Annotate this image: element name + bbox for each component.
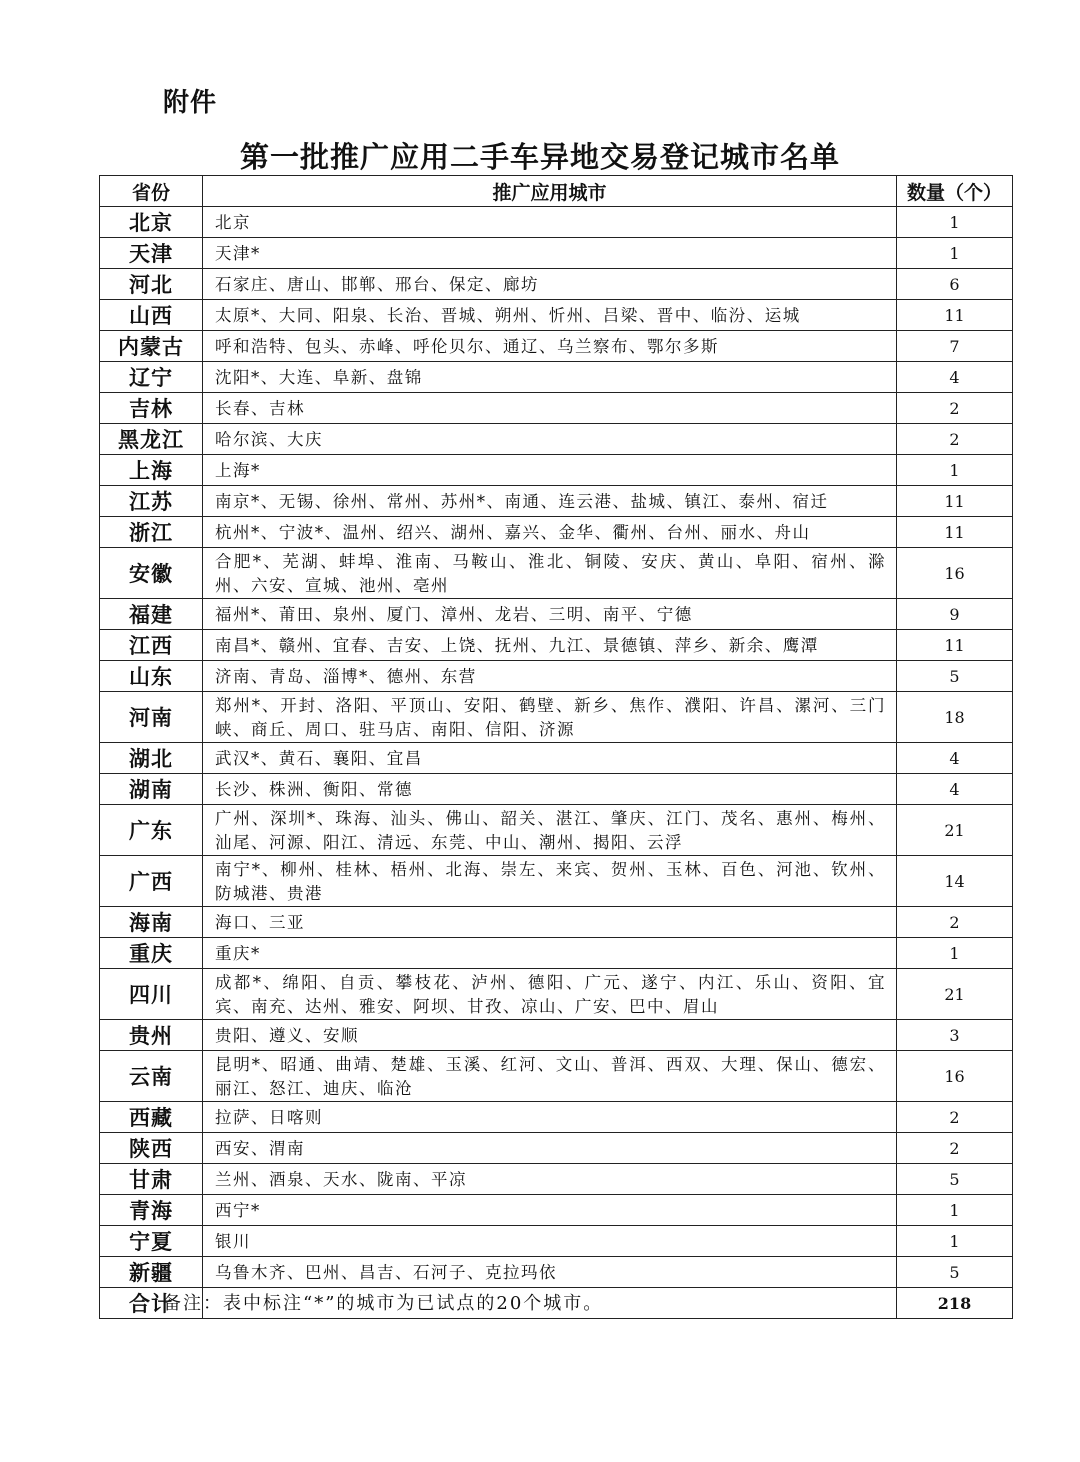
cities-cell: 海口、三亚	[203, 907, 897, 938]
count-cell: 9	[897, 599, 1013, 630]
cities-cell: 拉萨、日喀则	[203, 1102, 897, 1133]
header-count: 数量（个）	[897, 176, 1013, 207]
province-cell: 江西	[100, 630, 203, 661]
total-count: 218	[897, 1288, 1013, 1319]
count-cell: 5	[897, 661, 1013, 692]
cities-cell: 哈尔滨、大庆	[203, 424, 897, 455]
table-row	[100, 1051, 1013, 1102]
count-cell: 1	[897, 938, 1013, 969]
count-cell: 1	[897, 207, 1013, 238]
cities-cell: 重庆*	[203, 938, 897, 969]
count-cell: 11	[897, 517, 1013, 548]
table-row	[100, 393, 1013, 424]
attachment-label: 附件	[163, 88, 218, 118]
count-cell: 4	[897, 362, 1013, 393]
table-row	[100, 630, 1013, 661]
cities-cell: 长春、吉林	[203, 393, 897, 424]
table-row	[100, 661, 1013, 692]
province-cell: 吉林	[100, 393, 203, 424]
count-cell: 1	[897, 455, 1013, 486]
table-row	[100, 938, 1013, 969]
document-title: 第一批推广应用二手车异地交易登记城市名单	[239, 140, 840, 174]
province-cell: 湖南	[100, 774, 203, 805]
table-row	[100, 774, 1013, 805]
table-row	[100, 856, 1013, 907]
cities-cell: 乌鲁木齐、巴州、昌吉、石河子、克拉玛依	[203, 1257, 897, 1288]
province-cell: 黑龙江	[100, 424, 203, 455]
header-province: 省份	[100, 176, 203, 207]
table-row	[100, 1257, 1013, 1288]
table-row	[100, 805, 1013, 856]
table-body	[100, 207, 1013, 1319]
table-header-row	[100, 176, 1013, 207]
table-row	[100, 486, 1013, 517]
table-row	[100, 455, 1013, 486]
province-cell: 甘肃	[100, 1164, 203, 1195]
cities-cell: 南京*、无锡、徐州、常州、苏州*、南通、连云港、盐城、镇江、泰州、宿迁	[203, 486, 897, 517]
province-cell: 湖北	[100, 743, 203, 774]
cities-cell: 银川	[203, 1226, 897, 1257]
table-row	[100, 1102, 1013, 1133]
province-cell: 西藏	[100, 1102, 203, 1133]
count-cell: 2	[897, 907, 1013, 938]
cities-cell: 昆明*、昭通、曲靖、楚雄、玉溪、红河、文山、普洱、西双、大理、保山、德宏、丽江、怒江、迪庆、临沧	[203, 1051, 897, 1102]
province-cell: 广西	[100, 856, 203, 907]
count-cell: 11	[897, 300, 1013, 331]
count-cell: 16	[897, 1051, 1013, 1102]
count-cell: 2	[897, 1102, 1013, 1133]
cities-cell: 太原*、大同、阳泉、长治、晋城、朔州、忻州、吕梁、晋中、临汾、运城	[203, 300, 897, 331]
province-cell: 内蒙古	[100, 331, 203, 362]
cities-cell: 西宁*	[203, 1195, 897, 1226]
province-cell: 福建	[100, 599, 203, 630]
header-cities: 推广应用城市	[203, 176, 897, 207]
cities-cell: 成都*、绵阳、自贡、攀枝花、泸州、德阳、广元、遂宁、内江、乐山、资阳、宜宾、南充、达州、雅安、阿坝、甘孜、凉山、广安、巴中、眉山	[203, 969, 897, 1020]
province-cell: 山东	[100, 661, 203, 692]
table-row	[100, 743, 1013, 774]
count-cell: 16	[897, 548, 1013, 599]
table-row	[100, 424, 1013, 455]
province-cell: 重庆	[100, 938, 203, 969]
count-cell: 11	[897, 486, 1013, 517]
cities-cell: 杭州*、宁波*、温州、绍兴、湖州、嘉兴、金华、衢州、台州、丽水、舟山	[203, 517, 897, 548]
cities-cell: 兰州、酒泉、天水、陇南、平凉	[203, 1164, 897, 1195]
province-cell: 江苏	[100, 486, 203, 517]
count-cell: 2	[897, 393, 1013, 424]
cities-cell: 沈阳*、大连、阜新、盘锦	[203, 362, 897, 393]
province-cell: 上海	[100, 455, 203, 486]
cities-cell: 上海*	[203, 455, 897, 486]
footnote: 备注：表中标注“*”的城市为已试点的20个城市。	[163, 1293, 604, 1314]
table-row	[100, 1164, 1013, 1195]
cities-cell: 贵阳、遵义、安顺	[203, 1020, 897, 1051]
cities-cell: 济南、青岛、淄博*、德州、东营	[203, 661, 897, 692]
table-row	[100, 907, 1013, 938]
cities-cell: 合肥*、芜湖、蚌埠、淮南、马鞍山、淮北、铜陵、安庆、黄山、阜阳、宿州、滁州、六安、宣城、池州、亳州	[203, 548, 897, 599]
table-row	[100, 331, 1013, 362]
table-row	[100, 300, 1013, 331]
province-cell: 贵州	[100, 1020, 203, 1051]
count-cell: 21	[897, 969, 1013, 1020]
province-cell: 河南	[100, 692, 203, 743]
count-cell: 18	[897, 692, 1013, 743]
table-row	[100, 548, 1013, 599]
table-row	[100, 692, 1013, 743]
cities-cell: 福州*、莆田、泉州、厦门、漳州、龙岩、三明、南平、宁德	[203, 599, 897, 630]
count-cell: 4	[897, 743, 1013, 774]
table-row	[100, 1226, 1013, 1257]
province-cell: 宁夏	[100, 1226, 203, 1257]
province-cell: 安徽	[100, 548, 203, 599]
cities-cell: 南昌*、赣州、宜春、吉安、上饶、抚州、九江、景德镇、萍乡、新余、鹰潭	[203, 630, 897, 661]
province-cell: 海南	[100, 907, 203, 938]
table-row	[100, 969, 1013, 1020]
count-cell: 4	[897, 774, 1013, 805]
cities-cell: 呼和浩特、包头、赤峰、呼伦贝尔、通辽、乌兰察布、鄂尔多斯	[203, 331, 897, 362]
cities-cell: 广州、深圳*、珠海、汕头、佛山、韶关、湛江、肇庆、江门、茂名、惠州、梅州、汕尾、河源、阳江、清远、东莞、中山、潮州、揭阳、云浮	[203, 805, 897, 856]
count-cell: 14	[897, 856, 1013, 907]
province-cell: 浙江	[100, 517, 203, 548]
count-cell: 1	[897, 238, 1013, 269]
province-cell: 新疆	[100, 1257, 203, 1288]
cities-cell: 西安、渭南	[203, 1133, 897, 1164]
count-cell: 3	[897, 1020, 1013, 1051]
table-row	[100, 207, 1013, 238]
province-cell: 四川	[100, 969, 203, 1020]
cities-cell: 北京	[203, 207, 897, 238]
table-row	[100, 1195, 1013, 1226]
province-cell: 云南	[100, 1051, 203, 1102]
table-row	[100, 1133, 1013, 1164]
count-cell: 1	[897, 1195, 1013, 1226]
table-row	[100, 269, 1013, 300]
count-cell: 21	[897, 805, 1013, 856]
city-list-table	[99, 175, 1013, 1319]
count-cell: 5	[897, 1164, 1013, 1195]
province-cell: 陕西	[100, 1133, 203, 1164]
province-cell: 辽宁	[100, 362, 203, 393]
cities-cell: 长沙、株洲、衡阳、常德	[203, 774, 897, 805]
cities-cell: 南宁*、柳州、桂林、梧州、北海、崇左、来宾、贺州、玉林、百色、河池、钦州、防城港、贵港	[203, 856, 897, 907]
province-cell: 河北	[100, 269, 203, 300]
table-row	[100, 517, 1013, 548]
count-cell: 7	[897, 331, 1013, 362]
cities-cell: 武汉*、黄石、襄阳、宜昌	[203, 743, 897, 774]
province-cell: 天津	[100, 238, 203, 269]
province-cell: 北京	[100, 207, 203, 238]
cities-cell: 郑州*、开封、洛阳、平顶山、安阳、鹤壁、新乡、焦作、濮阳、许昌、漯河、三门峡、商丘、周口、驻马店、南阳、信阳、济源	[203, 692, 897, 743]
count-cell: 2	[897, 424, 1013, 455]
table-row	[100, 238, 1013, 269]
province-cell: 广东	[100, 805, 203, 856]
table-row	[100, 362, 1013, 393]
province-cell: 山西	[100, 300, 203, 331]
cities-cell: 天津*	[203, 238, 897, 269]
table-row	[100, 599, 1013, 630]
count-cell: 2	[897, 1133, 1013, 1164]
cities-cell: 石家庄、唐山、邯郸、邢台、保定、廊坊	[203, 269, 897, 300]
total-label: 合计	[100, 1288, 203, 1319]
count-cell: 6	[897, 269, 1013, 300]
province-cell: 青海	[100, 1195, 203, 1226]
count-cell: 1	[897, 1226, 1013, 1257]
count-cell: 5	[897, 1257, 1013, 1288]
count-cell: 11	[897, 630, 1013, 661]
table-row	[100, 1020, 1013, 1051]
